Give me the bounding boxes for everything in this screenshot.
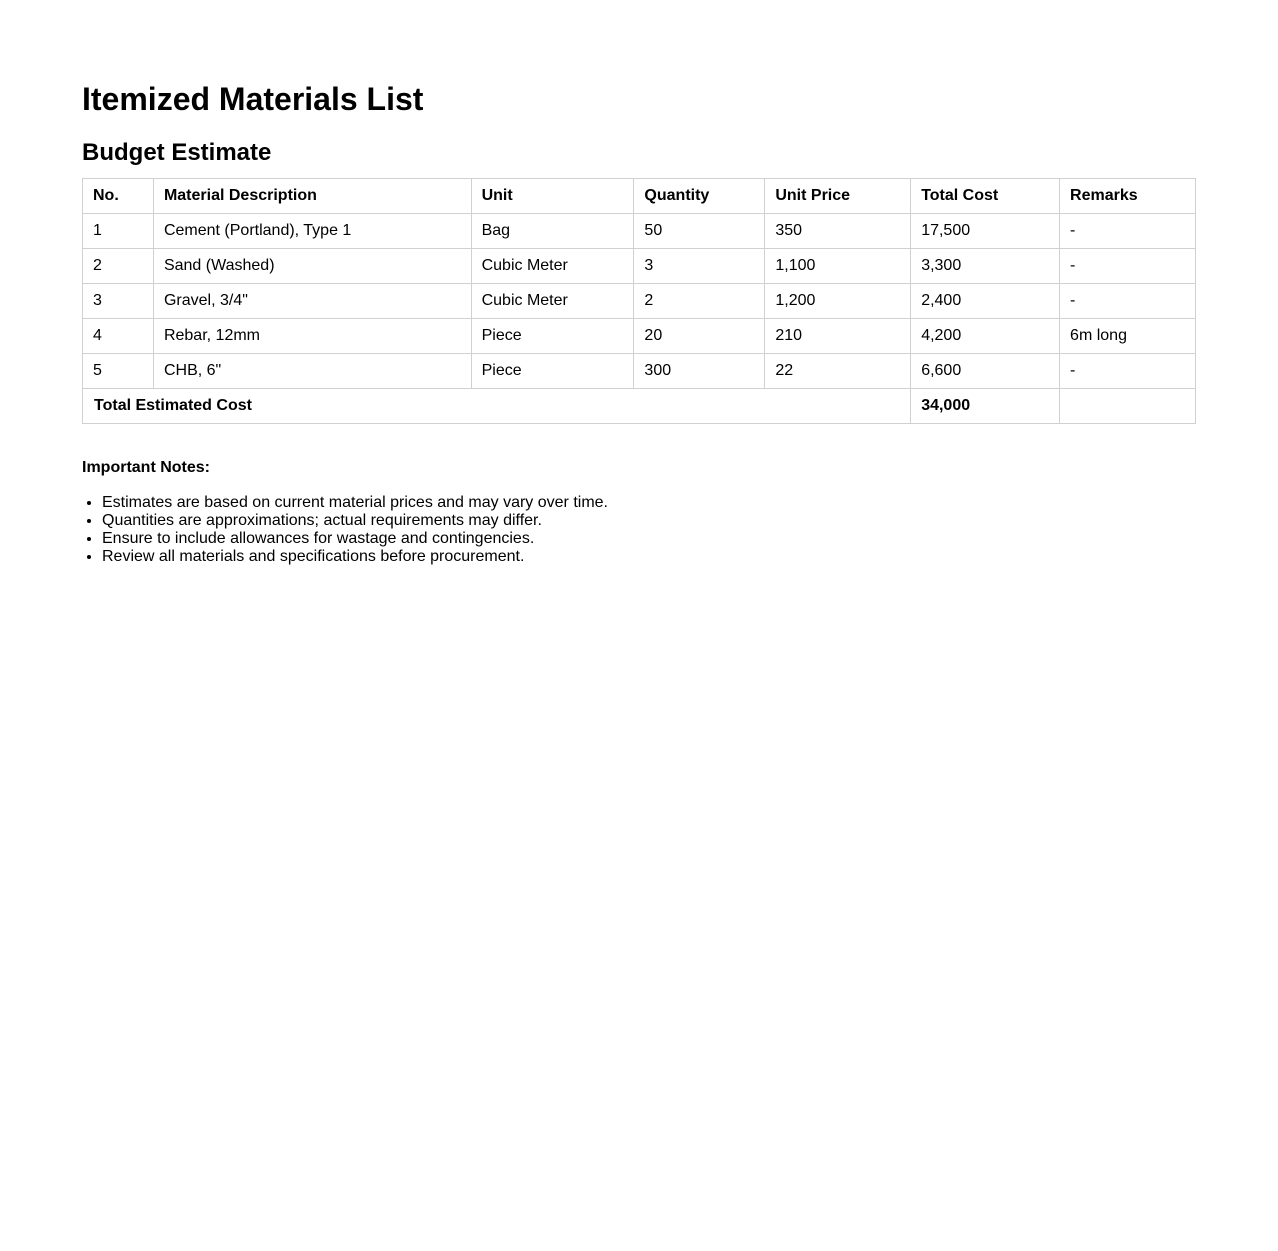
table-row bbox=[83, 249, 1196, 284]
total-value: 34,000 bbox=[911, 389, 1060, 424]
table-row bbox=[83, 354, 1196, 389]
cell-material-description: CHB, 6" bbox=[153, 354, 471, 389]
note-item: • Ensure to include allowances for wastage and contingencies. bbox=[102, 530, 1196, 548]
table-header-row bbox=[83, 179, 1196, 214]
cell-remarks: - bbox=[1060, 214, 1196, 249]
total-label: Total Estimated Cost bbox=[83, 389, 911, 424]
cell-quantity: 20 bbox=[634, 319, 765, 354]
cell-quantity: 300 bbox=[634, 354, 765, 389]
notes-list bbox=[82, 494, 1196, 566]
cell-quantity: 3 bbox=[634, 249, 765, 284]
document-page bbox=[0, 0, 1278, 566]
cell-total-cost: 17,500 bbox=[911, 214, 1060, 249]
note-item: • Estimates are based on current material prices and may vary over time. bbox=[102, 494, 1196, 512]
cell-total-cost: 4,200 bbox=[911, 319, 1060, 354]
cell-remarks: - bbox=[1060, 284, 1196, 319]
note-item: • Review all materials and specifications before procurement. bbox=[102, 548, 1196, 566]
cell-no: 1 bbox=[83, 214, 154, 249]
cell-unit-price: 1,200 bbox=[765, 284, 911, 319]
cell-remarks: 6m long bbox=[1060, 319, 1196, 354]
cell-no: 4 bbox=[83, 319, 154, 354]
header-material-description: Material Description bbox=[153, 179, 471, 214]
cell-remarks: - bbox=[1060, 354, 1196, 389]
cell-remarks: - bbox=[1060, 249, 1196, 284]
cell-unit-price: 1,100 bbox=[765, 249, 911, 284]
cell-material-description: Gravel, 3/4" bbox=[153, 284, 471, 319]
total-row bbox=[83, 389, 1196, 424]
cell-total-cost: 6,600 bbox=[911, 354, 1060, 389]
cell-material-description: Cement (Portland), Type 1 bbox=[153, 214, 471, 249]
header-remarks: Remarks bbox=[1060, 179, 1196, 214]
notes-heading: Important Notes: bbox=[82, 459, 210, 476]
header-total-cost: Total Cost bbox=[911, 179, 1060, 214]
note-item: • Quantities are approximations; actual requirements may differ. bbox=[102, 512, 1196, 530]
header-unit: Unit bbox=[471, 179, 634, 214]
header-quantity: Quantity bbox=[634, 179, 765, 214]
materials-table bbox=[82, 178, 1196, 424]
cell-material-description: Rebar, 12mm bbox=[153, 319, 471, 354]
cell-unit: Piece bbox=[471, 354, 634, 389]
section-title: Budget Estimate bbox=[82, 139, 272, 166]
page-title: Itemized Materials List bbox=[82, 81, 424, 117]
table-row bbox=[83, 214, 1196, 249]
table-row bbox=[83, 284, 1196, 319]
table-row bbox=[83, 319, 1196, 354]
cell-unit-price: 210 bbox=[765, 319, 911, 354]
cell-unit: Bag bbox=[471, 214, 634, 249]
cell-material-description: Sand (Washed) bbox=[153, 249, 471, 284]
cell-no: 5 bbox=[83, 354, 154, 389]
cell-total-cost: 2,400 bbox=[911, 284, 1060, 319]
cell-total-cost: 3,300 bbox=[911, 249, 1060, 284]
cell-no: 3 bbox=[83, 284, 154, 319]
cell-unit: Cubic Meter bbox=[471, 249, 634, 284]
cell-unit: Piece bbox=[471, 319, 634, 354]
cell-no: 2 bbox=[83, 249, 154, 284]
cell-quantity: 50 bbox=[634, 214, 765, 249]
cell-unit: Cubic Meter bbox=[471, 284, 634, 319]
cell-quantity: 2 bbox=[634, 284, 765, 319]
header-no: No. bbox=[83, 179, 154, 214]
header-unit-price: Unit Price bbox=[765, 179, 911, 214]
total-remarks bbox=[1060, 389, 1196, 424]
cell-unit-price: 350 bbox=[765, 214, 911, 249]
cell-unit-price: 22 bbox=[765, 354, 911, 389]
